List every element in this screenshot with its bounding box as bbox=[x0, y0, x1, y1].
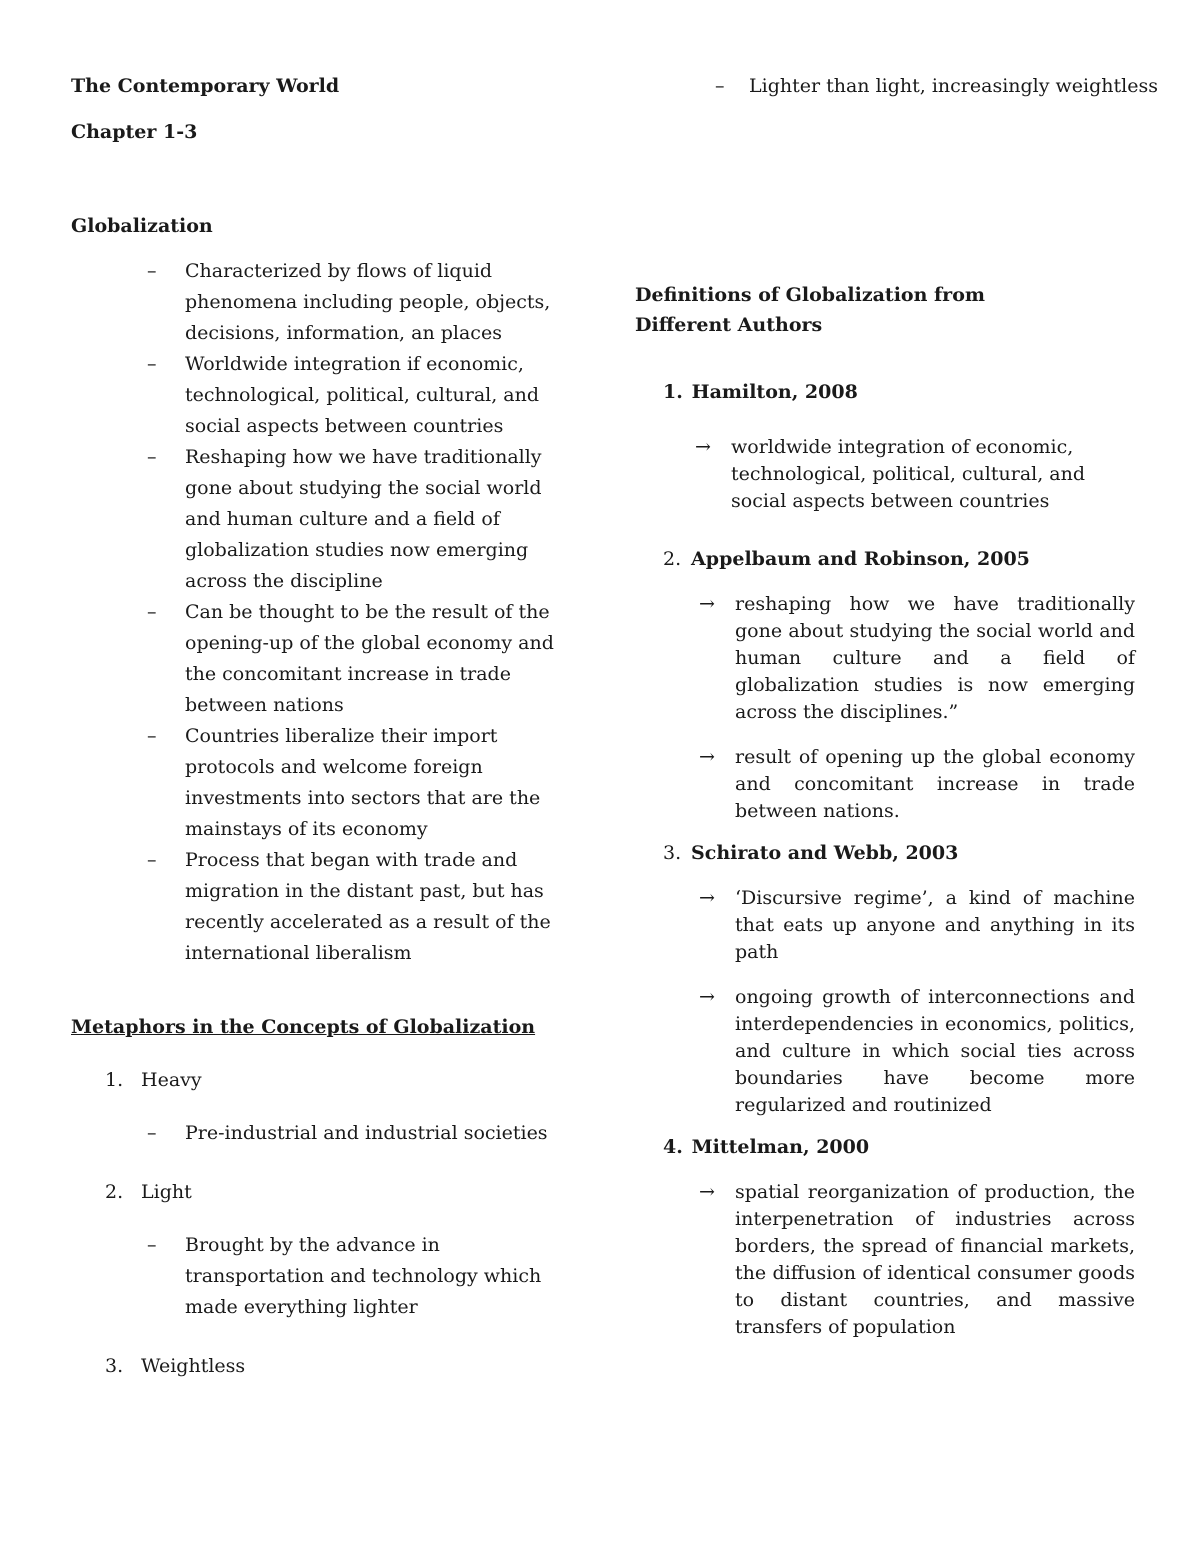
author-heading bbox=[635, 545, 1135, 573]
dash-bullet-icon: – bbox=[147, 849, 157, 871]
point-text: ongoing growth of interconnections and interdependencies in economics, politics, and culture in which social ties across boundaries have become more regularized and routinized bbox=[735, 986, 1135, 1116]
metaphor-sub-list bbox=[71, 1118, 571, 1149]
item-number: 1. bbox=[105, 1069, 124, 1091]
point-text: reshaping how we have traditionally gone about studying the social world and human culture and a field of globalization studies is now emerging across the disciplines.” bbox=[735, 593, 1135, 723]
metaphor-sub-list bbox=[71, 1230, 571, 1323]
bullet-text: Process that began with trade and migration in the distant past, but has recently accelerated as a result of the international liberalism bbox=[185, 849, 551, 964]
point-text: worldwide integration of economic, technological, political, cultural, and social aspects between countries bbox=[731, 436, 1086, 512]
dash-bullet-icon: – bbox=[147, 725, 157, 747]
dash-bullet-icon: – bbox=[147, 446, 157, 468]
arrow-right-icon: → bbox=[695, 436, 711, 458]
metaphor-item-weightless bbox=[71, 1351, 571, 1382]
metaphor-item-heavy bbox=[71, 1065, 571, 1149]
metaphor-label: Light bbox=[141, 1181, 192, 1203]
arrow-right-icon: → bbox=[699, 887, 715, 909]
dash-bullet-icon: – bbox=[147, 353, 157, 375]
point-text: ‘Discursive regime’, a kind of machine that eats up anyone and anything in its path bbox=[735, 887, 1135, 963]
weightless-bullet-list bbox=[715, 72, 1200, 100]
arrow-right-icon: → bbox=[699, 593, 715, 615]
list-item bbox=[71, 256, 571, 349]
item-number: 3. bbox=[105, 1355, 124, 1377]
list-item bbox=[635, 72, 1200, 100]
definition-point bbox=[635, 591, 1135, 726]
list-item bbox=[71, 1118, 571, 1149]
metaphor-item-light bbox=[71, 1177, 571, 1323]
author-name: Schirato and Webb, 2003 bbox=[691, 842, 959, 864]
item-number: 2. bbox=[105, 1181, 124, 1203]
bullet-text: Pre-industrial and industrial societies bbox=[185, 1122, 548, 1144]
definition-point bbox=[635, 1179, 1135, 1341]
item-number: 4. bbox=[663, 1136, 683, 1158]
list-item bbox=[71, 442, 571, 597]
dash-bullet-icon: – bbox=[147, 601, 157, 623]
item-number: 2. bbox=[663, 548, 682, 570]
dash-bullet-icon: – bbox=[715, 75, 725, 97]
chapter-label: Chapter 1-3 bbox=[71, 121, 198, 143]
right-column bbox=[635, 72, 1158, 1341]
globalization-bullet-list bbox=[71, 256, 571, 969]
left-column bbox=[71, 72, 571, 1382]
weightless-continuation bbox=[635, 72, 1200, 100]
arrow-right-icon: → bbox=[699, 746, 715, 768]
item-number: 3. bbox=[663, 842, 682, 864]
dash-bullet-icon: – bbox=[147, 1234, 157, 1256]
author-name: Hamilton, 2008 bbox=[691, 381, 858, 403]
metaphors-list bbox=[71, 1065, 571, 1382]
list-item bbox=[71, 349, 571, 442]
dash-bullet-icon: – bbox=[147, 260, 157, 282]
bullet-text: Characterized by flows of liquid phenomena including people, objects, decisions, information, an places bbox=[185, 260, 551, 344]
list-item bbox=[71, 597, 571, 721]
arrow-right-icon: → bbox=[699, 986, 715, 1008]
bullet-text: Reshaping how we have traditionally gone about studying the social world and human culture and a field of globalization studies now emerging across the discipline bbox=[185, 446, 542, 592]
bullet-text: Can be thought to be the result of the opening-up of the global economy and the concomitant increase in trade between nations bbox=[185, 601, 554, 716]
document-title: The Contemporary World bbox=[71, 75, 340, 97]
item-number: 1. bbox=[663, 381, 683, 403]
dash-bullet-icon: – bbox=[147, 1122, 157, 1144]
globalization-heading: Globalization bbox=[71, 215, 213, 237]
author-heading bbox=[635, 1133, 1135, 1161]
bullet-text: Lighter than light, increasingly weightless bbox=[749, 75, 1158, 97]
list-item bbox=[71, 1230, 571, 1323]
definition-point bbox=[635, 744, 1135, 825]
bullet-text: Countries liberalize their import protocols and welcome foreign investments into sectors that are the mainstays of its economy bbox=[185, 725, 541, 840]
list-item bbox=[71, 845, 571, 969]
author-heading bbox=[635, 839, 1135, 867]
bullet-text: Worldwide integration if economic, technological, political, cultural, and social aspects between countries bbox=[185, 353, 540, 437]
author-name: Appelbaum and Robinson, 2005 bbox=[691, 548, 1030, 570]
point-text: spatial reorganization of production, the interpenetration of industries across borders, the spread of financial markets, the diffusion of identical consumer goods to distant countries, and massive transfers of population bbox=[735, 1181, 1135, 1338]
arrow-right-icon: → bbox=[699, 1181, 715, 1203]
list-item bbox=[71, 721, 571, 845]
definition-point bbox=[635, 984, 1135, 1119]
metaphor-label: Weightless bbox=[141, 1355, 246, 1377]
definitions-heading: Definitions of Globalization from Different Authors bbox=[635, 284, 985, 336]
definition-point bbox=[635, 885, 1135, 966]
metaphor-label: Heavy bbox=[141, 1069, 202, 1091]
bullet-text: Brought by the advance in transportation and technology which made everything lighter bbox=[185, 1234, 542, 1318]
point-text: result of opening up the global economy and concomitant increase in trade between nations. bbox=[735, 746, 1135, 822]
author-name: Mittelman, 2000 bbox=[691, 1136, 870, 1158]
metaphors-heading: Metaphors in the Concepts of Globalization bbox=[71, 1016, 536, 1038]
definition-point bbox=[635, 434, 1135, 515]
author-heading bbox=[635, 378, 1135, 406]
